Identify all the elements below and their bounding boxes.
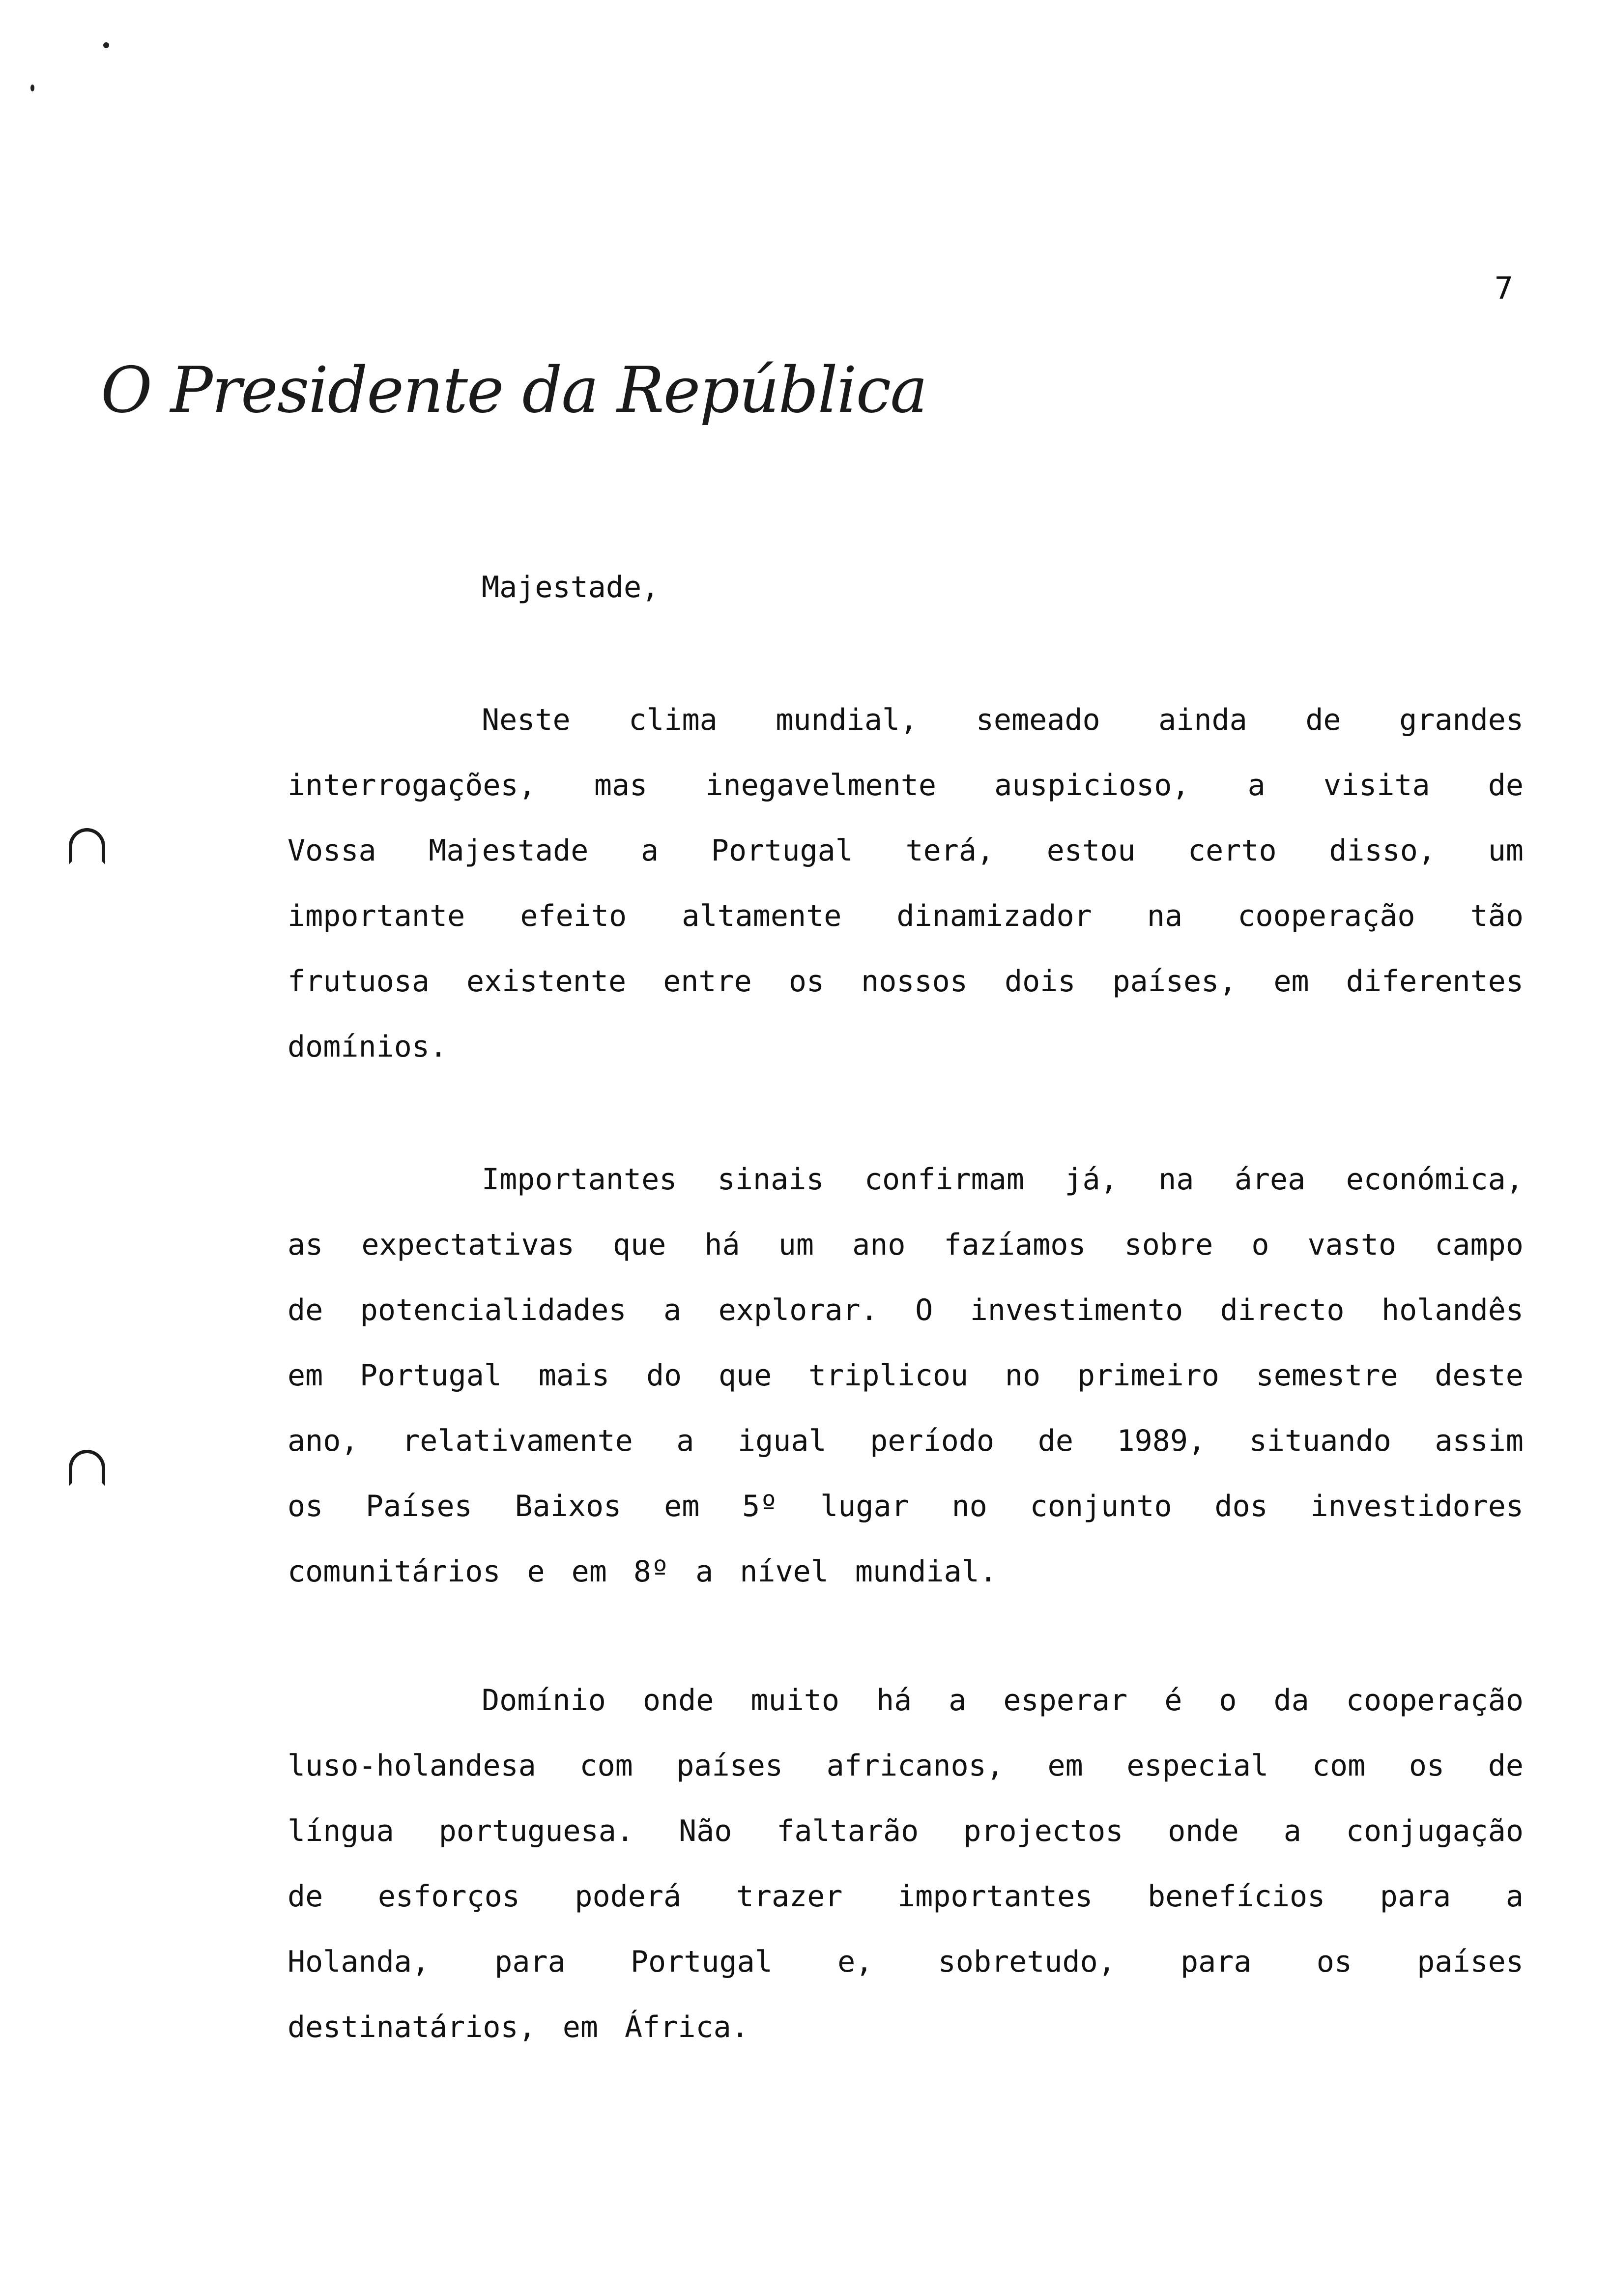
- word: comunitários: [288, 1554, 501, 1589]
- word: e,: [837, 1945, 873, 1979]
- word: o: [1251, 1228, 1269, 1262]
- word: de: [1488, 768, 1524, 803]
- word: dinamizador: [896, 899, 1092, 933]
- word: primeiro: [1077, 1358, 1219, 1393]
- word: as: [288, 1228, 323, 1262]
- word: a: [1247, 768, 1266, 803]
- letter-line: [288, 1356, 1524, 1395]
- word: que: [718, 1358, 772, 1393]
- word: sinais: [717, 1162, 824, 1197]
- word: 8º: [633, 1554, 669, 1589]
- letter-line: [288, 1487, 1524, 1526]
- word: trazer: [736, 1879, 843, 1914]
- word: auspicioso,: [994, 768, 1190, 803]
- word: ainda: [1158, 703, 1247, 737]
- word: domínios.: [288, 1030, 448, 1064]
- word: investimento: [970, 1293, 1183, 1327]
- word: Domínio: [482, 1683, 606, 1718]
- word: especial: [1126, 1749, 1269, 1783]
- word: na: [1147, 899, 1183, 933]
- word: ano: [852, 1228, 906, 1262]
- word: Baixos: [515, 1489, 622, 1523]
- word: para: [1380, 1879, 1451, 1914]
- word: Vossa: [288, 833, 376, 868]
- word: de: [1488, 1749, 1524, 1783]
- word: no: [951, 1489, 987, 1523]
- word: portuguesa.: [438, 1814, 634, 1848]
- word: de: [288, 1879, 323, 1914]
- scan-speck: [103, 42, 109, 48]
- word: a: [1283, 1814, 1301, 1848]
- word: Portugal: [711, 833, 853, 868]
- word: mais: [538, 1358, 610, 1393]
- word: onde: [1168, 1814, 1239, 1848]
- word: faltarão: [777, 1814, 919, 1848]
- word: países: [1417, 1945, 1524, 1979]
- word: projectos: [963, 1814, 1123, 1848]
- word: interrogações,: [288, 768, 536, 803]
- word: os: [1316, 1945, 1353, 1979]
- letter-line: [288, 1746, 1524, 1785]
- word: área: [1234, 1162, 1306, 1197]
- word: para: [494, 1945, 566, 1979]
- word: que: [612, 1228, 666, 1262]
- word: Importantes: [482, 1162, 677, 1197]
- word: um: [1488, 833, 1524, 868]
- word: sobretudo,: [938, 1945, 1116, 1979]
- word: um: [778, 1228, 814, 1262]
- word: a: [676, 1424, 694, 1458]
- letter-line: [288, 2008, 1524, 2047]
- word: e: [527, 1554, 545, 1589]
- letter-line: [288, 1291, 1524, 1330]
- word: do: [646, 1358, 682, 1393]
- word: mundial.: [855, 1554, 997, 1589]
- word: importantes: [897, 1879, 1093, 1914]
- letter-line: [482, 1160, 1524, 1199]
- word: igual: [738, 1424, 827, 1458]
- word: há: [704, 1228, 740, 1262]
- word: dois: [1004, 964, 1076, 999]
- word: potencialidades: [360, 1293, 627, 1327]
- letter-line: [288, 1942, 1524, 1981]
- letter-line: [288, 1027, 1524, 1066]
- word: mundial,: [776, 703, 918, 737]
- letterhead: O Presidente da República: [101, 354, 927, 427]
- word: O: [915, 1293, 933, 1327]
- letter-line: [288, 896, 1524, 936]
- word: dos: [1214, 1489, 1268, 1523]
- letter-line: [288, 1421, 1524, 1461]
- word: Neste: [482, 703, 571, 737]
- word: clima: [629, 703, 718, 737]
- letter-line: [288, 1225, 1524, 1264]
- margin-mark: [69, 1450, 105, 1486]
- margin-mark: [69, 828, 105, 864]
- word: semeado: [976, 703, 1100, 737]
- word: vasto: [1307, 1228, 1397, 1262]
- word: frutuosa: [288, 964, 430, 999]
- salutation: Majestade,: [482, 570, 660, 604]
- word: esforços: [377, 1879, 520, 1914]
- word: investidores: [1310, 1489, 1524, 1523]
- word: é: [1164, 1683, 1182, 1718]
- word: já,: [1065, 1162, 1118, 1197]
- word: assim: [1435, 1424, 1524, 1458]
- letter-line: [288, 962, 1524, 1001]
- word: para: [1180, 1945, 1252, 1979]
- letter-line: [288, 1877, 1524, 1916]
- word: da: [1273, 1683, 1309, 1718]
- word: de: [1305, 703, 1341, 737]
- word: visita: [1323, 768, 1430, 803]
- word: os: [788, 964, 825, 999]
- word: estou: [1046, 833, 1136, 868]
- word: a: [663, 1293, 682, 1327]
- word: deste: [1435, 1358, 1524, 1393]
- word: a: [949, 1683, 967, 1718]
- word: conjunto: [1030, 1489, 1172, 1523]
- word: existente: [466, 964, 627, 999]
- word: grandes: [1399, 703, 1524, 737]
- word: efeito: [520, 899, 627, 933]
- letter-line: [482, 700, 1524, 740]
- word: 5º: [742, 1489, 778, 1523]
- word: Países: [366, 1489, 472, 1523]
- word: a: [641, 833, 659, 868]
- word: lugar: [820, 1489, 909, 1523]
- word: de: [288, 1293, 323, 1327]
- word: há: [876, 1683, 912, 1718]
- word: semestre: [1256, 1358, 1398, 1393]
- scan-speck: [30, 85, 34, 91]
- word: em: [1273, 964, 1309, 999]
- word: tão: [1470, 899, 1524, 933]
- word: directo: [1220, 1293, 1345, 1327]
- word: muito: [750, 1683, 839, 1718]
- word: Portugal: [359, 1358, 502, 1393]
- word: em: [1047, 1749, 1083, 1783]
- word: no: [1005, 1358, 1041, 1393]
- word: entre: [663, 964, 752, 999]
- letter-line: [288, 1552, 1524, 1591]
- word: disso,: [1329, 833, 1436, 868]
- word: com: [579, 1749, 633, 1783]
- word: diferentes: [1346, 964, 1524, 999]
- word: de: [1037, 1424, 1073, 1458]
- word: sobre: [1124, 1228, 1213, 1262]
- letter-line: [288, 766, 1524, 805]
- word: em: [664, 1489, 700, 1523]
- word: mas: [594, 768, 648, 803]
- word: económica,: [1346, 1162, 1524, 1197]
- word: países,: [1112, 964, 1237, 999]
- word: em: [288, 1358, 323, 1393]
- word: confirmam: [864, 1162, 1024, 1197]
- page-number: 7: [1494, 270, 1514, 306]
- word: holandês: [1382, 1293, 1524, 1327]
- word: nível: [740, 1554, 829, 1589]
- word: Portugal: [630, 1945, 773, 1979]
- word: países: [676, 1749, 783, 1783]
- word: a: [1505, 1879, 1524, 1914]
- word: terá,: [905, 833, 995, 868]
- word: benefícios: [1147, 1879, 1325, 1914]
- word: na: [1158, 1162, 1194, 1197]
- word: explorar.: [718, 1293, 878, 1327]
- word: altamente: [682, 899, 842, 933]
- letter-line: [288, 831, 1524, 870]
- word: África.: [624, 2010, 749, 2044]
- word: importante: [288, 899, 465, 933]
- word: onde: [642, 1683, 714, 1718]
- word: 1989,: [1117, 1424, 1206, 1458]
- word: conjugação: [1346, 1814, 1524, 1848]
- word: esperar: [1003, 1683, 1128, 1718]
- word: triplicou: [808, 1358, 969, 1393]
- word: língua: [288, 1814, 394, 1848]
- word: poderá: [575, 1879, 682, 1914]
- word: o: [1219, 1683, 1237, 1718]
- word: a: [695, 1554, 714, 1589]
- word: cooperação: [1238, 899, 1415, 933]
- word: cooperação: [1346, 1683, 1524, 1718]
- word: destinatários,: [288, 2010, 536, 2044]
- word: em: [571, 1554, 607, 1589]
- word: certo: [1188, 833, 1277, 868]
- word: relativamente: [402, 1424, 633, 1458]
- word: ano,: [288, 1424, 359, 1458]
- letter-line: [482, 1681, 1524, 1720]
- word: Majestade: [429, 833, 589, 868]
- word: inegavelmente: [705, 768, 936, 803]
- word: expectativas: [361, 1228, 575, 1262]
- word: fazíamos: [944, 1228, 1086, 1262]
- word: em: [562, 2010, 598, 2044]
- word: os: [288, 1489, 323, 1523]
- word: luso-holandesa: [288, 1749, 536, 1783]
- word: período: [870, 1424, 995, 1458]
- letter-line: [288, 1811, 1524, 1851]
- word: Não: [678, 1814, 732, 1848]
- word: campo: [1435, 1228, 1524, 1262]
- word: os: [1409, 1749, 1445, 1783]
- word: com: [1312, 1749, 1366, 1783]
- word: africanos,: [826, 1749, 1004, 1783]
- word: Holanda,: [288, 1945, 430, 1979]
- word: situando: [1249, 1424, 1391, 1458]
- word: nossos: [861, 964, 968, 999]
